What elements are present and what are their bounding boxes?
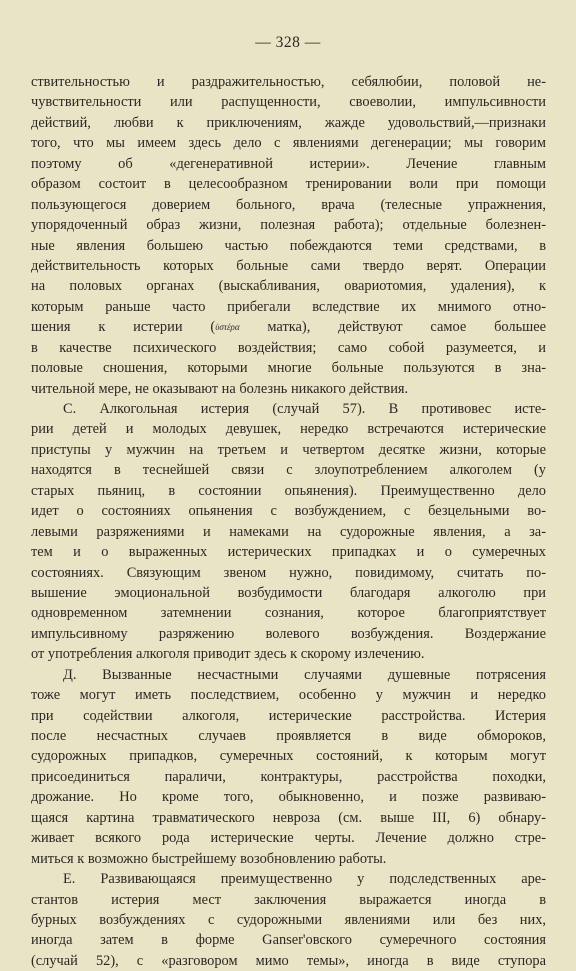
text-line: в качестве психического воздействия; само собой разумеется, и xyxy=(31,339,546,356)
body-text xyxy=(31,72,546,971)
text-line: действий, любви к приключениям, жажде удовольствий,—признаки xyxy=(31,114,546,131)
text-line: после несчастных случаев проявляется в виде обмороков, xyxy=(31,728,546,744)
text-line: шения к истерии (ὑστέρα матка), действуют самое большее xyxy=(31,319,546,336)
text-line: старых пьяниц, в состоянии опьянения). Преимущественно дело xyxy=(31,482,546,499)
text-line: на половых органах (выскабливания, овариотомия, удаления), к xyxy=(31,278,546,295)
text-line: ные явления большею частью побеждаются теми средствами, в xyxy=(31,237,546,254)
text-line: приступы у мужчин на третьем и четвертом десятке жизни, которые xyxy=(31,441,546,458)
greek-word: ὑστέρα xyxy=(215,322,240,333)
text-line: находятся в теснейшей связи с злоупотреблением алкоголем (у xyxy=(31,462,546,479)
text-line: миться к возможно быстрейшему возобновлению работы. xyxy=(31,850,387,867)
text-line: живает всякого рода истерические черты. Лечение должно стре- xyxy=(31,830,546,847)
text-line: состояниях. Связующим звеном нужно, повидимому, считать по- xyxy=(31,564,546,581)
text-line: (случай 52), с «разговором мимо темы», иногда в виде ступора xyxy=(31,952,546,969)
text-line: действительность которых больные сами твердо верят. Операции xyxy=(31,257,546,274)
text-line: импульсивному разряжению волевого возбуждения. Воздержание xyxy=(31,625,546,642)
text-line: стантов истерия мест заключения выражается иногда в xyxy=(31,891,546,908)
text-line: поэтому об «дегенеративной истерии». Лечение главным xyxy=(31,155,546,172)
page-number: — 328 — xyxy=(255,34,321,51)
text-line: от употребления алкоголя приводит здесь к скорому излечению. xyxy=(31,646,425,663)
text-line: половые сношения, которыми многие больные пользуются в зна- xyxy=(31,360,546,377)
text-line: упорядоченный образ жизни, полезная работа); отдельные болезнен- xyxy=(31,217,546,234)
text-line: того, что мы имеем здесь дело с явлениями дегенерации; мы говорим xyxy=(31,135,546,152)
text-line: вышение эмоциональной возбудимости благодаря алкоголю при xyxy=(31,584,546,601)
text-line: бурных возбуждениях с судорожными явлениями или без них, xyxy=(31,911,546,928)
text-line: тем и о выраженных истерических припадках и о сумеречных xyxy=(31,544,546,561)
text-line: Д. Вызванные несчастными случаями душевные потрясения xyxy=(63,666,546,683)
text-line: идет о состояниях опьянения с возбуждением, с безцельными во- xyxy=(31,503,546,520)
text-line: судорожных припадков, сумеречных состояний, к которым могут xyxy=(31,748,546,765)
text-line: пользующегося доверием больного, врача (телесные упражнения, xyxy=(31,196,546,213)
text-line: при содействии алкоголя, истерические расстройства. Истерия xyxy=(31,707,546,724)
text-line: Е. Развивающаяся преимущественно у подследственных аре- xyxy=(63,871,546,888)
text-line: чувствительности или распущенности, своеволии, импульсивности xyxy=(31,94,546,111)
text-line: иногда затем в форме Ganser'овского сумеречного состояния xyxy=(31,932,546,949)
text-line: тоже могут иметь последствием, особенно у мужчин и нередко xyxy=(31,687,546,704)
text-line: левыми разряжениями и намеками на судорожные явления, а за- xyxy=(31,523,546,540)
text-line: чительной мере, не оказывают на болезнь никакого действия. xyxy=(31,380,409,397)
text-line: образом состоит в целесообразном тренировании воли при помощи xyxy=(31,176,546,193)
text-line: одновременном затемнении сознания, которое благоприятствует xyxy=(31,605,546,622)
text-line: щаяся картина травматического невроза (см. выше III, 6) обнару- xyxy=(31,809,546,826)
text-line: которым раньше часто прибегали вследствие их мнимого отно- xyxy=(31,298,546,315)
text-line: ствительностью и раздражительностью, себялюбии, половой не- xyxy=(31,74,546,90)
text-line: рии детей и молодых девушек, нередко встречаются истерические xyxy=(31,421,546,438)
text-line: присоединиться параличи, контрактуры, расстройства походки, xyxy=(31,768,546,785)
text-line: С. Алкогольная истерия (случай 57). В противовес исте- xyxy=(63,401,546,417)
text-line: дрожание. Но кроме того, обыкновенно, и позже развиваю- xyxy=(31,789,546,806)
